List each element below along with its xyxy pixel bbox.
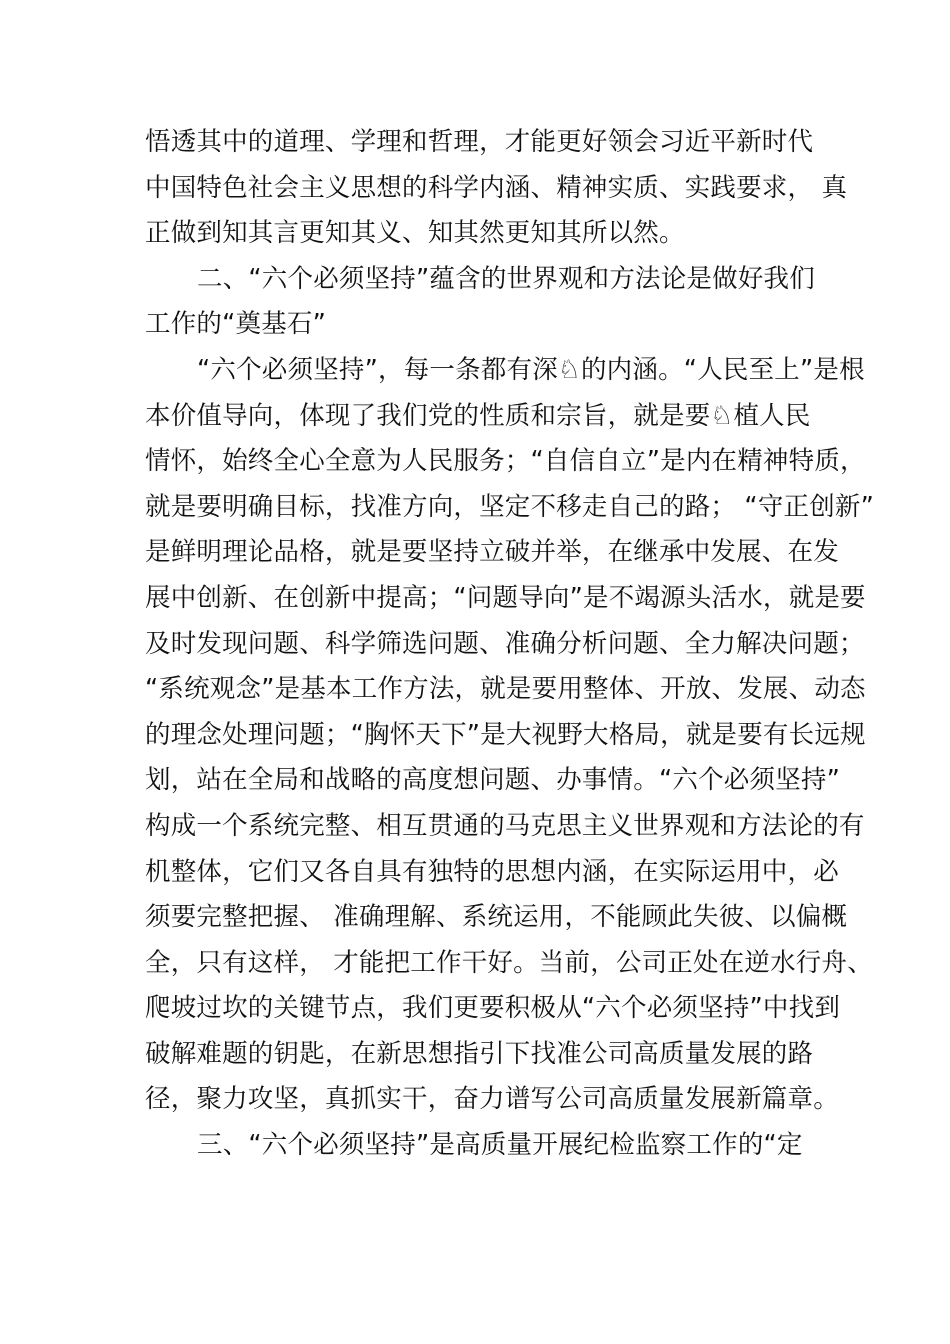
body-text bbox=[145, 120, 875, 1169]
text-line: 本价值导向，体现了我们党的性质和宗旨，就是要♘植人民 bbox=[145, 400, 811, 431]
text-line: 破解难题的钥匙，在新思想指引下找准公司高质量发展的路 bbox=[145, 1038, 814, 1069]
text-line: 爬坡过坎的关键节点，我们更要积极从“六个必须坚持”中找到 bbox=[145, 993, 841, 1024]
text-line: “系统观念”是基本工作方法，就是要用整体、开放、发展、动态 bbox=[145, 674, 866, 705]
text-line: 的理念处理问题；“胸怀天下”是大视野大格局，就是要有长远规 bbox=[145, 719, 866, 750]
section-heading-line: 二、“六个必须坚持”蕴含的世界观和方法论是做好我们 bbox=[197, 263, 815, 294]
text-line: 及时发现问题、科学筛选问题、准确分析问题、全力解决问题； bbox=[145, 628, 865, 659]
text-line: 展中创新、在创新中提高；“问题导向”是不竭源头活水，就是要 bbox=[145, 582, 866, 613]
text-line: 正做到知其言更知其义、知其然更知其所以然。 bbox=[145, 218, 685, 249]
paragraph-start-line: “六个必须坚持”，每一条都有深♘的内涵。“人民至上”是根 bbox=[197, 354, 865, 385]
text-line: 悟透其中的道理、学理和哲理，才能更好领会习近平新时代 bbox=[145, 127, 814, 157]
text-line: 机整体，它们又各自具有独特的思想内涵，在实际运用中，必 bbox=[145, 856, 839, 887]
text-line: 情怀，始终全心全意为人民服务；“自信自立”是内在精神特质， bbox=[145, 446, 866, 477]
text-line: 全，只有这样， 才能把工作干好。当前，公司正处在逆水行舟、 bbox=[145, 947, 873, 978]
text-line: 就是要明确目标，找准方向，坚定不移走自己的路； “守正创新” bbox=[145, 491, 875, 522]
text-line: 是鲜明理论品格，就是要坚持立破并举，在继承中发展、在发 bbox=[145, 537, 839, 568]
text-line: 中国特色社会主义思想的科学内涵、精神实质、实践要求， 真 bbox=[145, 172, 848, 203]
text-line: 径，聚力攻坚，真抓实干，奋力谱写公司高质量发展新篇章。 bbox=[145, 1084, 839, 1115]
text-line: 构成一个系统完整、相互贯通的马克思主义世界观和方法论的有 bbox=[145, 810, 865, 841]
section-heading-line: 工作的“奠基石” bbox=[145, 309, 327, 340]
text-line: 须要完整把握、 准确理解、系统运用，不能顾此失彼、以偏概 bbox=[145, 902, 848, 933]
text-line: 划，站在全局和战略的高度想问题、办事情。“六个必须坚持” bbox=[145, 765, 841, 796]
section-heading-line: 三、“六个必须坚持”是高质量开展纪检监察工作的“定 bbox=[197, 1130, 803, 1161]
